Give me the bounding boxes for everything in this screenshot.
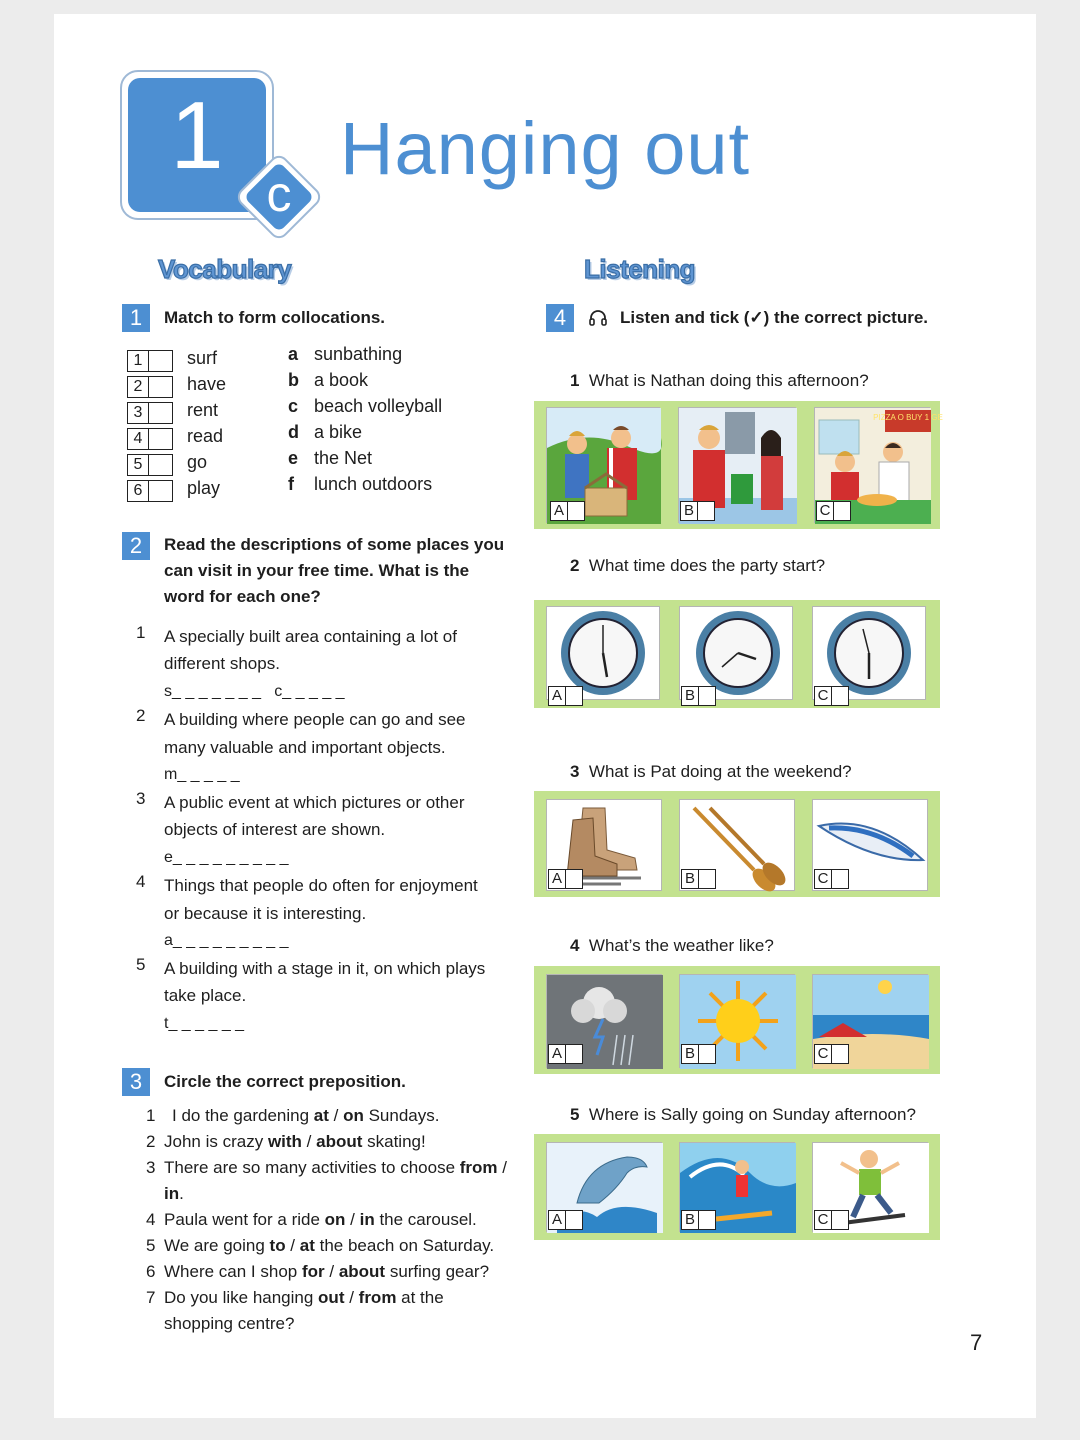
- ex3-sentence: [164, 1284, 444, 1311]
- ex1-item-number: 5: [127, 454, 149, 476]
- ex4-picture-strip-4: [534, 966, 940, 1074]
- ex3-option-a[interactable]: with: [267, 1132, 302, 1151]
- ex2-item-line2: objects of interest are shown.: [164, 820, 386, 839]
- checkbox-label: A: [548, 1044, 566, 1064]
- ex1-option: [288, 474, 432, 495]
- ex2-answer-blank[interactable]: s_ _ _ _ _ _ _ c_ _ _ _ _: [164, 683, 345, 700]
- ex3-option-b[interactable]: on: [343, 1106, 364, 1125]
- ex3-option-a[interactable]: on: [324, 1210, 346, 1229]
- ex4-question-text: What is Nathan doing this afternoon?: [588, 371, 869, 390]
- ex4-question: [570, 556, 825, 576]
- exercise-1-number: 1: [122, 304, 150, 332]
- ex3-text: the beach on Saturday.: [314, 1236, 495, 1255]
- ex1-item-number: 1: [127, 350, 149, 372]
- ex3-text: Where can I shop: [164, 1262, 302, 1281]
- ex1-option-letter: e: [288, 448, 299, 468]
- ex3-item-number: 3: [146, 1158, 156, 1177]
- checkbox-label: C: [814, 1210, 832, 1230]
- ex1-option-letter: d: [288, 422, 299, 442]
- ex2-item-line1: A specially built area containing a lot of: [164, 627, 457, 646]
- ex2-item-number: 1: [136, 623, 146, 642]
- checkbox-label: A: [548, 686, 566, 706]
- ex4-question: [570, 762, 852, 782]
- ex1-option-letter: a: [288, 344, 299, 364]
- ex1-option: [288, 370, 368, 391]
- ex2-answer-blank[interactable]: t_ _ _ _ _ _: [164, 1015, 245, 1032]
- ex3-sep: /: [285, 1236, 300, 1255]
- ex3-item-number: 4: [146, 1210, 156, 1229]
- ex4-question-text: What’s the weather like?: [588, 936, 774, 955]
- ex2-item-number: 3: [136, 789, 146, 808]
- ex1-option-text: lunch outdoors: [314, 474, 433, 494]
- ex1-option: [288, 344, 402, 365]
- ex2-item-line1: A public event at which pictures or other: [164, 793, 465, 812]
- exercise-1-title: Match to form collocations.: [164, 308, 386, 327]
- ex1-option-text: a bike: [314, 422, 363, 442]
- ex1-option: [288, 448, 372, 469]
- lesson-letter: c: [266, 166, 292, 222]
- ex1-answer-box[interactable]: [149, 454, 173, 476]
- ex4-question: [570, 371, 869, 391]
- ex4-picture-strip-3: [534, 791, 940, 897]
- unit-title: Hanging out: [340, 107, 751, 190]
- ex3-sentence: [164, 1232, 494, 1259]
- exercise-2-title-line1: Read the descriptions of some places you: [164, 535, 505, 554]
- ex3-text: at the: [396, 1288, 444, 1307]
- ex3-item-number: 2: [146, 1132, 156, 1151]
- ex1-item-word: have: [187, 374, 227, 394]
- ex3-sentence: [164, 1128, 426, 1155]
- ex3-option-b[interactable]: from: [358, 1288, 397, 1307]
- ex3-option-a[interactable]: out: [318, 1288, 345, 1307]
- ex1-item-word: read: [187, 426, 224, 446]
- ex3-sep: /: [345, 1210, 360, 1229]
- ex1-option-text: beach volleyball: [314, 396, 443, 416]
- exercise-2-number: 2: [122, 532, 150, 560]
- pizza-sign-text: PIZZA O BUY 1 GE: [873, 413, 943, 422]
- ex4-question-text: What is Pat doing at the weekend?: [588, 762, 852, 781]
- exercise-3-number: 3: [122, 1068, 150, 1096]
- ex1-option: [288, 396, 442, 417]
- ex3-sep: /: [301, 1132, 317, 1151]
- ex4-question-number: 1: [570, 371, 580, 390]
- ex3-item-number: 5: [146, 1236, 156, 1255]
- ex1-item-word: surf: [187, 348, 218, 368]
- ex2-item-number: 2: [136, 706, 146, 725]
- ex4-question-number: 5: [570, 1105, 580, 1124]
- ex3-sentence: [172, 1102, 439, 1129]
- ex3-item-number: 7: [146, 1288, 156, 1307]
- ex1-item-number: 6: [127, 480, 149, 502]
- ex4-question: [570, 936, 774, 956]
- ex3-text: We are going: [164, 1236, 270, 1255]
- ex3-option-b[interactable]: about: [316, 1132, 363, 1151]
- ex4-question-number: 3: [570, 762, 580, 781]
- ex3-sep: /: [324, 1262, 339, 1281]
- ex3-text: Do you like hanging: [164, 1288, 319, 1307]
- ex4-question-number: 2: [570, 556, 580, 575]
- ex2-item-line2: different shops.: [164, 654, 280, 673]
- exercise-2-title-line3: word for each one?: [164, 587, 321, 606]
- ex1-option-text: the Net: [314, 448, 373, 468]
- ex1-item-word: play: [187, 478, 221, 498]
- checkbox-label: C: [814, 1044, 832, 1064]
- ex2-item-number: 5: [136, 955, 146, 974]
- ex3-option-a[interactable]: from: [459, 1158, 498, 1177]
- ex1-option: [288, 422, 362, 443]
- ex4-picture-strip-5: [534, 1134, 940, 1240]
- ex2-item-number: 4: [136, 872, 146, 891]
- exercise-4-number: 4: [546, 304, 574, 332]
- ex3-text: Paula went for a ride: [164, 1210, 325, 1229]
- ex4-question-text: What time does the party start?: [588, 556, 826, 575]
- ex1-option-text: a book: [314, 370, 369, 390]
- ex3-sentence-line2: shopping centre?: [164, 1314, 295, 1333]
- ex3-item-number: 6: [146, 1262, 156, 1281]
- ex1-item-word: go: [187, 452, 208, 472]
- page-number: 7: [970, 1330, 983, 1355]
- checkbox-label: A: [548, 1210, 566, 1230]
- ex1-item: [127, 348, 287, 372]
- ex1-item: [127, 452, 287, 476]
- exercise-3-title: Circle the correct preposition.: [164, 1072, 406, 1091]
- ex2-answer-blank[interactable]: m_ _ _ _ _: [164, 766, 240, 783]
- checkbox-label: A: [548, 869, 566, 889]
- ex3-sentence: [164, 1206, 477, 1233]
- ex2-item-line1: A building with a stage in it, on which plays: [164, 959, 486, 978]
- ex3-option-b[interactable]: in: [164, 1184, 180, 1203]
- ex2-answer-blank[interactable]: e_ _ _ _ _ _ _ _ _: [164, 849, 289, 866]
- ex3-text: Sundays.: [363, 1106, 440, 1125]
- ex3-text: skating!: [362, 1132, 426, 1151]
- ex1-option-text: sunbathing: [314, 344, 403, 364]
- ex3-option-b[interactable]: about: [338, 1262, 386, 1281]
- ex1-option-letter: c: [288, 396, 299, 416]
- ex3-text: I do the gardening: [172, 1106, 314, 1125]
- vocabulary-heading: Vocabulary: [158, 254, 292, 284]
- ex1-answer-box[interactable]: [149, 402, 173, 424]
- ex1-item-number: 2: [127, 376, 149, 398]
- ex2-item-line2: take place.: [164, 986, 247, 1005]
- ex1-answer-box[interactable]: [149, 428, 173, 450]
- listening-heading: Listening: [584, 254, 696, 284]
- ex3-option-a[interactable]: to: [269, 1236, 286, 1255]
- ex2-item-line1: Things that people do often for enjoyment: [164, 876, 478, 895]
- ex1-answer-box[interactable]: [149, 376, 173, 398]
- ex3-option-b[interactable]: at: [299, 1236, 315, 1255]
- ex3-text: There are so many activities to choose: [164, 1158, 460, 1177]
- lesson-badge: [234, 152, 324, 242]
- ex3-sep: /: [328, 1106, 344, 1125]
- ex2-item-line2: many valuable and important objects.: [164, 738, 446, 757]
- ex4-picture-strip-2: [534, 600, 940, 708]
- unit-number: 1: [170, 82, 224, 189]
- ex3-text: .: [179, 1184, 184, 1203]
- ex3-text: the carousel.: [374, 1210, 477, 1229]
- checkbox-label: B: [681, 1210, 699, 1230]
- ex3-option-a[interactable]: for: [301, 1262, 325, 1281]
- exercise-2-title-line2: can visit in your free time. What is the: [164, 561, 470, 580]
- ex1-item: [127, 478, 287, 502]
- ex3-sentence-line2: [164, 1180, 184, 1207]
- checkbox-label: B: [681, 869, 699, 889]
- ex4-question-number: 4: [570, 936, 580, 955]
- checkbox-label: C: [816, 501, 834, 521]
- ex4-picture-strip-1: [534, 401, 943, 529]
- checkbox-label: B: [681, 1044, 699, 1064]
- ex4-question-text: Where is Sally going on Sunday afternoon?: [588, 1105, 916, 1124]
- ex1-item-word: rent: [187, 400, 219, 420]
- ex1-item: [127, 400, 287, 424]
- ex3-text: John is crazy: [164, 1132, 268, 1151]
- ex2-answer-blank[interactable]: a_ _ _ _ _ _ _ _ _: [164, 932, 289, 949]
- ex3-sep: /: [344, 1288, 359, 1307]
- ex1-item: [127, 374, 287, 398]
- ex1-item: [127, 426, 287, 450]
- checkbox-label: C: [814, 686, 832, 706]
- ex1-option-letter: f: [288, 474, 294, 494]
- ex1-answer-box[interactable]: [149, 480, 173, 502]
- ex2-item-line1: A building where people can go and see: [164, 710, 466, 729]
- ex3-sentence: [164, 1154, 507, 1181]
- exercise-4-title: Listen and tick (✓) the correct picture.: [620, 308, 929, 327]
- ex1-option-letter: b: [288, 370, 299, 390]
- checkbox-label: B: [680, 501, 698, 521]
- ex3-option-a[interactable]: at: [313, 1106, 329, 1125]
- headphones-icon: [588, 308, 608, 333]
- ex3-sentence: [164, 1258, 489, 1285]
- ex1-item-number: 4: [127, 428, 149, 450]
- ex3-item-number: 1: [146, 1106, 156, 1125]
- checkbox-label: B: [681, 686, 699, 706]
- ex3-option-b[interactable]: in: [359, 1210, 375, 1229]
- ex1-item-number: 3: [127, 402, 149, 424]
- ex3-text: surfing gear?: [385, 1262, 490, 1281]
- ex1-answer-box[interactable]: [149, 350, 173, 372]
- ex3-sep: /: [497, 1158, 507, 1177]
- checkbox-label: A: [550, 501, 568, 521]
- ex4-question: [570, 1105, 916, 1125]
- checkbox-label: C: [814, 869, 832, 889]
- ex2-item-line2: or because it is interesting.: [164, 904, 367, 923]
